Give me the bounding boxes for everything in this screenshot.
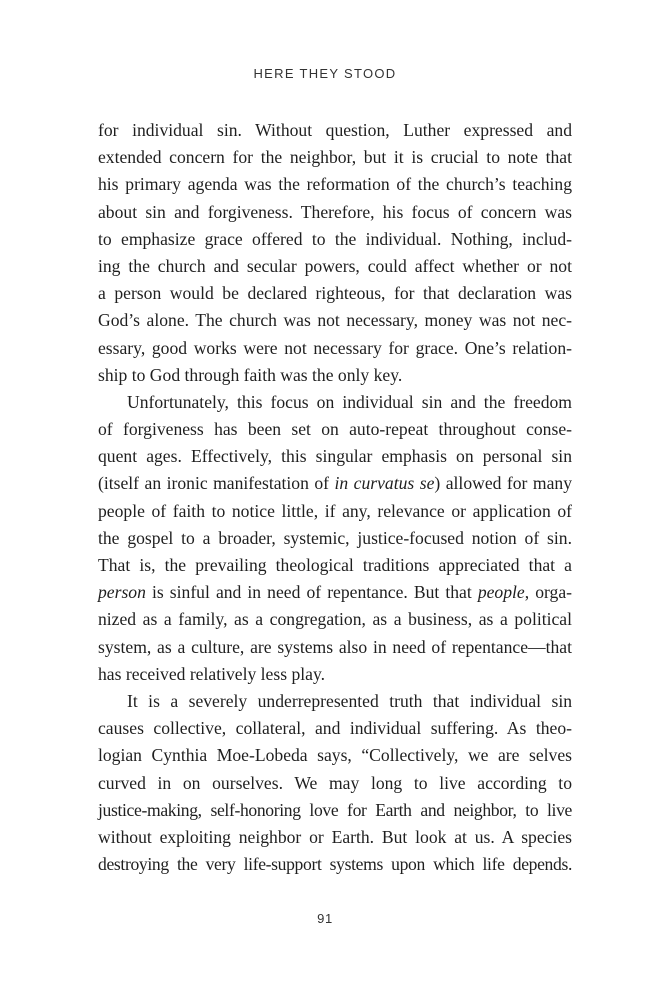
- italic-term: people: [477, 582, 525, 603]
- text-line: extended concern for the neighbor, but it is crucial to note that: [98, 147, 572, 168]
- text-run: (itself an ironic manifestation of: [98, 473, 335, 494]
- text-line: has received relatively less play.: [98, 663, 325, 684]
- text-line: system, as a culture, are systems also in need of repentance—that: [98, 636, 572, 657]
- text-line: Unfortunately, this focus on individual sin and the freedom: [127, 391, 572, 412]
- text-line: It is a severely underrepresented truth that individual sin: [127, 690, 572, 711]
- text-line: the gospel to a broader, systemic, justice-focused notion of sin.: [98, 527, 572, 548]
- text-line: about sin and forgiveness. Therefore, his focus of concern was: [98, 201, 572, 222]
- page-number: 91: [317, 911, 333, 926]
- text-run: is sinful and in need of repentance. But that: [145, 582, 478, 603]
- body-text: [98, 117, 572, 878]
- italic-term: in curvatus se: [334, 473, 435, 494]
- text-line: [98, 470, 572, 497]
- text-line: a person would be declared righteous, for that declaration was: [98, 283, 572, 304]
- text-line: for individual sin. Without question, Luther expressed and: [98, 120, 572, 140]
- text-line: of forgiveness has been set on auto-repeat throughout conse-: [98, 419, 572, 440]
- text-run: , orga-: [524, 582, 572, 603]
- running-head: HERE THEY STOOD: [253, 66, 397, 81]
- text-line: That is, the prevailing theological traditions appreciated that a: [98, 555, 572, 575]
- text-line: without exploiting neighbor or Earth. But look at us. A species: [98, 826, 572, 847]
- text-line: quent ages. Effectively, this singular emphasis on personal sin: [98, 446, 572, 467]
- text-line: ship to God through faith was the only key.: [98, 364, 403, 385]
- text-line: to emphasize grace offered to the individual. Nothing, includ-: [98, 228, 572, 249]
- text-line: curved in on ourselves. We may long to live according to: [98, 772, 572, 793]
- text-line: destroying the very life-support systems upon which life depends.: [98, 854, 572, 875]
- text-line: causes collective, collateral, and individual suffering. As theo-: [98, 718, 572, 739]
- text-line: God’s alone. The church was not necessary, money was not nec-: [98, 310, 572, 331]
- text-line: logian Cynthia Moe-Lobeda says, “Collectively, we are selves: [98, 745, 572, 766]
- text-line: his primary agenda was the reformation of the church’s teaching: [98, 174, 572, 195]
- text-line: [98, 579, 572, 606]
- italic-term: person: [98, 582, 146, 603]
- text-line: ing the church and secular powers, could affect whether or not: [98, 255, 572, 276]
- text-run: ) allowed for many: [434, 473, 572, 494]
- text-line: justice-making, self-honoring love for Earth and neighbor, to live: [98, 799, 572, 820]
- text-line: essary, good works were not necessary for grace. One’s relation-: [98, 337, 572, 358]
- text-line: nized as a family, as a congregation, as a business, as a political: [98, 609, 572, 630]
- text-line: people of faith to notice little, if any, relevance or application of: [98, 500, 572, 521]
